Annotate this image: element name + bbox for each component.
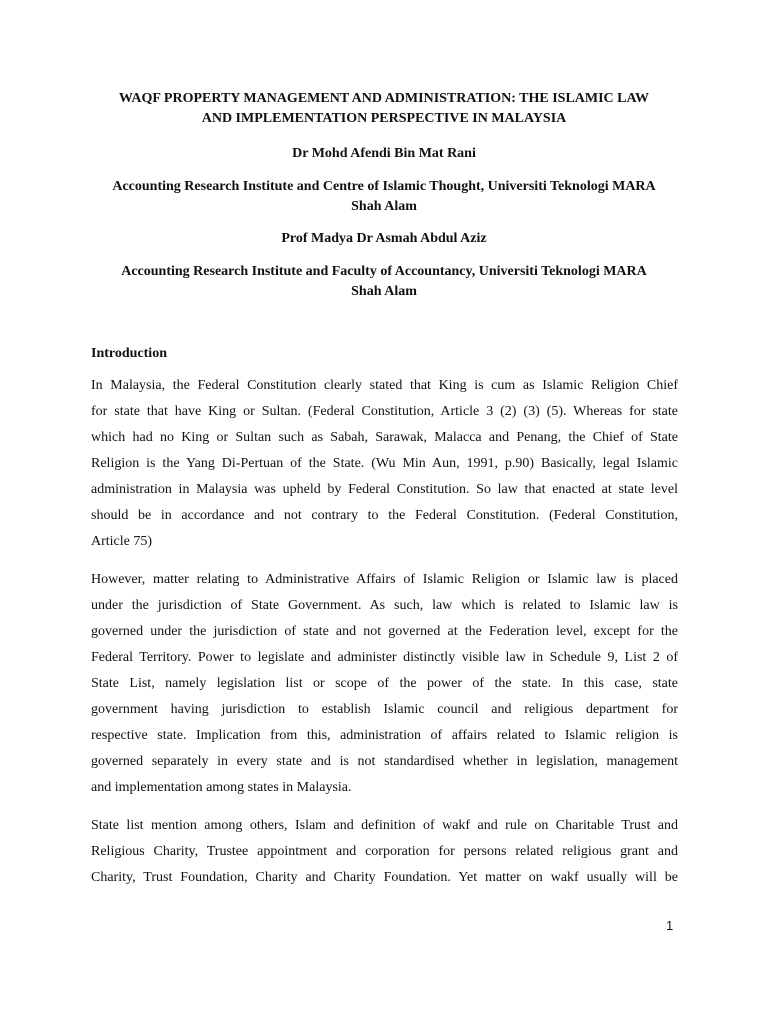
paragraph-line: State List, namely legislation list or scope of the power of the state. In this case, state	[91, 676, 678, 691]
affiliation-line-2: Shah Alam	[351, 199, 417, 214]
paragraph-line: Charity, Trust Foundation, Charity and Charity Foundation. Yet matter on wakf usually will be	[91, 870, 678, 885]
paragraph-line: under the jurisdiction of State Government. As such, law which is related to Islamic law is	[91, 598, 678, 613]
paragraph-line: respective state. Implication from this, administration of affairs related to Islamic religion is	[91, 728, 678, 743]
author-name: Prof Madya Dr Asmah Abdul Aziz	[281, 231, 487, 246]
paragraph-line: for state that have King or Sultan. (Federal Constitution, Article 3 (2) (3) (5). Whereas for state	[91, 404, 678, 419]
author-affiliation	[70, 177, 698, 217]
page-number: 1	[666, 918, 674, 933]
paragraph-line: However, matter relating to Administrative Affairs of Islamic Religion or Islamic law is placed	[91, 572, 678, 587]
paragraph-line: should be in accordance and not contrary to the Federal Constitution. (Federal Constitution,	[91, 508, 678, 523]
paper-title-line-1: WAQF PROPERTY MANAGEMENT AND ADMINISTRATION: THE ISLAMIC LAW	[118, 91, 650, 106]
affiliation-line-1: Accounting Research Institute and Faculty of Accountancy, Universiti Teknologi MARA	[121, 264, 647, 279]
paper-title	[80, 89, 688, 129]
paragraph-line: government having jurisdiction to establish Islamic council and religious department for	[91, 702, 678, 717]
paragraph-line: Religion is the Yang Di-Pertuan of the State. (Wu Min Aun, 1991, p.90) Basically, legal Islamic	[91, 456, 678, 471]
author-affiliation	[70, 262, 698, 302]
affiliation-line-1: Accounting Research Institute and Centre of Islamic Thought, Universiti Teknologi MARA	[112, 179, 656, 194]
paragraph-line: and implementation among states in Malaysia.	[91, 780, 352, 795]
author-name: Dr Mohd Afendi Bin Mat Rani	[292, 146, 476, 161]
body-paragraph	[91, 567, 678, 801]
paper-title-line-2: AND IMPLEMENTATION PERSPECTIVE IN MALAYSIA	[201, 111, 567, 126]
paragraph-line: State list mention among others, Islam and definition of wakf and rule on Charitable Trust and	[91, 818, 678, 833]
paragraph-line: Article 75)	[91, 534, 153, 549]
paragraph-line: Federal Territory. Power to legislate and administer distinctly visible law in Schedule 9, List 2 of	[91, 650, 678, 665]
affiliation-line-2: Shah Alam	[351, 284, 417, 299]
paragraph-line: administration in Malaysia was upheld by Federal Constitution. So law that enacted at state level	[91, 482, 678, 497]
paragraph-line: which had no King or Sultan such as Sabah, Sarawak, Malacca and Penang, the Chief of State	[91, 430, 678, 445]
body-paragraph	[91, 813, 678, 891]
paragraph-line: Religious Charity, Trustee appointment and corporation for persons related religious grant and	[91, 844, 678, 859]
body-paragraph	[91, 373, 678, 555]
paragraph-line: governed separately in every state and is not standardised whether in legislation, management	[91, 754, 678, 769]
section-heading: Introduction	[91, 346, 167, 361]
paragraph-line: governed under the jurisdiction of state and not governed at the Federation level, except for the	[91, 624, 678, 639]
paragraph-line: In Malaysia, the Federal Constitution clearly stated that King is cum as Islamic Religion Chief	[91, 378, 678, 393]
